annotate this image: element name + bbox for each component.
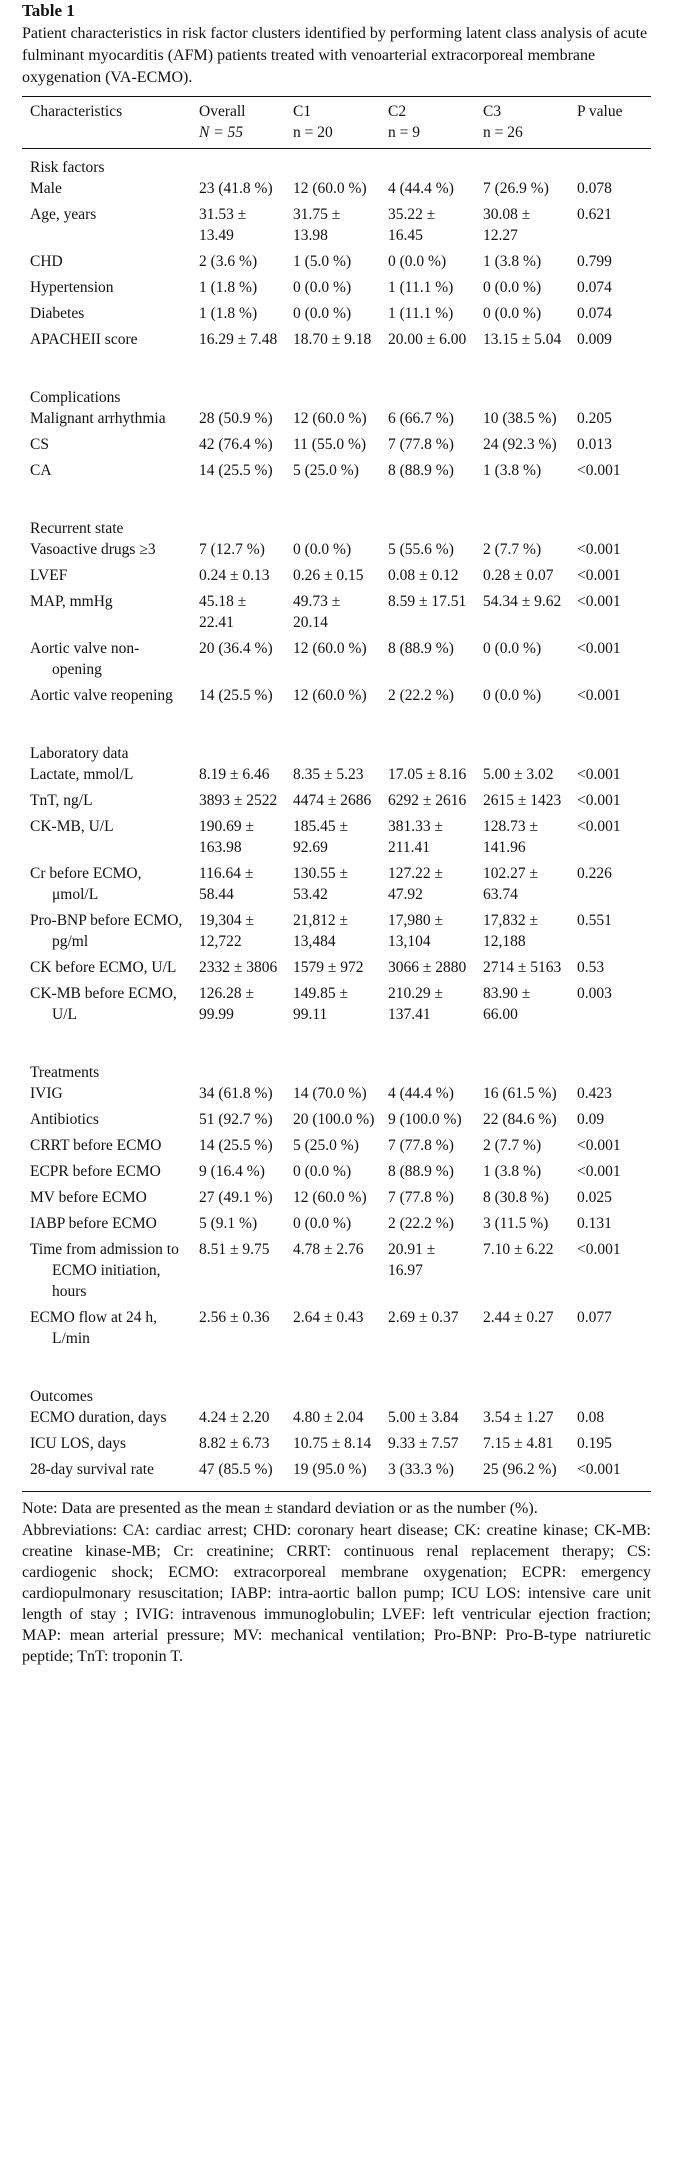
header-p-value: P value bbox=[577, 103, 623, 120]
cell-c2: 210.29 ± 137.41 bbox=[388, 985, 444, 1023]
cell-c1: 4474 ± 2686 bbox=[293, 792, 372, 809]
table-row bbox=[22, 1239, 651, 1307]
section-title: Risk factors bbox=[30, 159, 105, 176]
cell-c2: 2.69 ± 0.37 bbox=[388, 1309, 459, 1326]
cell-p-value: 0.799 bbox=[577, 253, 612, 270]
cell-c1: 4.80 ± 2.04 bbox=[293, 1409, 364, 1426]
cell-overall: 4.24 ± 2.20 bbox=[199, 1409, 270, 1426]
cell-c2: 1 (11.1 %) bbox=[388, 279, 454, 296]
cell-c3: 54.34 ± 9.62 bbox=[483, 593, 562, 610]
bottom-rule bbox=[22, 1491, 651, 1492]
cell-overall: 42 (76.4 %) bbox=[199, 436, 273, 453]
cell-overall: 28 (50.9 %) bbox=[199, 410, 273, 427]
table-row bbox=[22, 1083, 651, 1109]
cell-c1: 11 (55.0 %) bbox=[293, 436, 367, 453]
cell-c3: 8 (30.8 %) bbox=[483, 1189, 549, 1206]
cell-p-value: <0.001 bbox=[577, 1461, 621, 1478]
spacer-cell bbox=[22, 711, 651, 729]
cell-c3: 0.28 ± 0.07 bbox=[483, 567, 554, 584]
row-label: Antibiotics bbox=[30, 1111, 99, 1128]
cell-c1: 0 (0.0 %) bbox=[293, 279, 352, 296]
cell-c1: 0 (0.0 %) bbox=[293, 305, 352, 322]
subheader-overall: N = 55 bbox=[199, 124, 244, 141]
cell-p-value: 0.009 bbox=[577, 331, 612, 348]
table-row bbox=[22, 1433, 651, 1459]
row-label: CHD bbox=[30, 253, 63, 270]
table-row bbox=[22, 329, 651, 355]
cell-c3: 22 (84.6 %) bbox=[483, 1111, 557, 1128]
cell-p-value: <0.001 bbox=[577, 541, 621, 558]
cell-c1: 19 (95.0 %) bbox=[293, 1461, 367, 1478]
cell-c1: 5 (25.0 %) bbox=[293, 1137, 359, 1154]
cell-overall: 8.82 ± 6.73 bbox=[199, 1435, 270, 1452]
cell-c2: 127.22 ± 47.92 bbox=[388, 865, 444, 903]
cell-p-value: <0.001 bbox=[577, 1137, 621, 1154]
section-spacer bbox=[22, 1030, 651, 1048]
row-label: ECMO flow at 24 h, L/min bbox=[30, 1309, 158, 1347]
cell-c3: 1 (3.8 %) bbox=[483, 1163, 542, 1180]
cell-overall: 19,304 ± 12,722 bbox=[199, 912, 255, 950]
cell-c1: 20 (100.0 %) bbox=[293, 1111, 375, 1128]
cell-overall: 5 (9.1 %) bbox=[199, 1215, 258, 1232]
cell-c1: 149.85 ± 99.11 bbox=[293, 985, 349, 1023]
cell-c3: 1 (3.8 %) bbox=[483, 462, 542, 479]
table-row bbox=[22, 863, 651, 910]
row-label: TnT, ng/L bbox=[30, 792, 93, 809]
cell-c3: 0 (0.0 %) bbox=[483, 279, 542, 296]
cell-p-value: <0.001 bbox=[577, 1163, 621, 1180]
table-row bbox=[22, 434, 651, 460]
cell-c1: 0 (0.0 %) bbox=[293, 1215, 352, 1232]
cell-p-value: <0.001 bbox=[577, 687, 621, 704]
cell-c2: 4 (44.4 %) bbox=[388, 180, 454, 197]
cell-c1: 0 (0.0 %) bbox=[293, 541, 352, 558]
cell-c1: 12 (60.0 %) bbox=[293, 410, 367, 427]
cell-c2: 6292 ± 2616 bbox=[388, 792, 467, 809]
cell-p-value: 0.074 bbox=[577, 279, 612, 296]
cell-c1: 0 (0.0 %) bbox=[293, 1163, 352, 1180]
cell-c1: 14 (70.0 %) bbox=[293, 1085, 367, 1102]
section-title: Laboratory data bbox=[30, 745, 129, 762]
table-body bbox=[22, 149, 651, 1485]
cell-c2: 0.08 ± 0.12 bbox=[388, 567, 459, 584]
cell-p-value: 0.078 bbox=[577, 180, 612, 197]
row-label: Age, years bbox=[30, 206, 97, 223]
cell-overall: 190.69 ± 163.98 bbox=[199, 818, 255, 856]
cell-overall: 8.51 ± 9.75 bbox=[199, 1241, 270, 1258]
cell-c3: 2714 ± 5163 bbox=[483, 959, 562, 976]
cell-overall: 9 (16.4 %) bbox=[199, 1163, 265, 1180]
cell-c3: 2615 ± 1423 bbox=[483, 792, 562, 809]
table-row bbox=[22, 251, 651, 277]
cell-c2: 1 (11.1 %) bbox=[388, 305, 454, 322]
cell-c2: 6 (66.7 %) bbox=[388, 410, 454, 427]
cell-p-value: <0.001 bbox=[577, 593, 621, 610]
spacer-cell bbox=[22, 355, 651, 373]
row-label: Aortic valve reopening bbox=[30, 687, 173, 704]
section-header-row bbox=[22, 149, 651, 178]
table-row bbox=[22, 204, 651, 251]
cell-c2: 3 (33.3 %) bbox=[388, 1461, 454, 1478]
cell-c3: 83.90 ± 66.00 bbox=[483, 985, 531, 1023]
cell-overall: 1 (1.8 %) bbox=[199, 279, 258, 296]
table-row bbox=[22, 178, 651, 204]
cell-p-value: 0.09 bbox=[577, 1111, 605, 1128]
row-label: Male bbox=[30, 180, 62, 197]
cell-c2: 4 (44.4 %) bbox=[388, 1085, 454, 1102]
section-header-row bbox=[22, 1048, 651, 1083]
row-label: Vasoactive drugs ≥3 bbox=[30, 541, 156, 558]
cell-c3: 1 (3.8 %) bbox=[483, 253, 542, 270]
cell-c2: 9 (100.0 %) bbox=[388, 1111, 462, 1128]
cell-c1: 2.64 ± 0.43 bbox=[293, 1309, 364, 1326]
cell-c1: 12 (60.0 %) bbox=[293, 180, 367, 197]
cell-p-value: 0.205 bbox=[577, 410, 612, 427]
cell-c1: 1 (5.0 %) bbox=[293, 253, 352, 270]
cell-c3: 0 (0.0 %) bbox=[483, 687, 542, 704]
section-header-row bbox=[22, 504, 651, 539]
row-label: CA bbox=[30, 462, 52, 479]
row-label: Cr before ECMO, μmol/L bbox=[30, 865, 142, 903]
cell-c3: 7.15 ± 4.81 bbox=[483, 1435, 554, 1452]
cell-c2: 5 (55.6 %) bbox=[388, 541, 454, 558]
header-row bbox=[22, 97, 651, 122]
cell-p-value: 0.013 bbox=[577, 436, 612, 453]
row-label: ECPR before ECMO bbox=[30, 1163, 161, 1180]
row-label: Time from admission to ECMO initiation, hours bbox=[30, 1241, 179, 1300]
row-label: Hypertension bbox=[30, 279, 114, 296]
cell-overall: 47 (85.5 %) bbox=[199, 1461, 273, 1478]
cell-p-value: 0.423 bbox=[577, 1085, 612, 1102]
spacer-cell bbox=[22, 486, 651, 504]
cell-c3: 2 (7.7 %) bbox=[483, 1137, 542, 1154]
table-row bbox=[22, 638, 651, 685]
table-row bbox=[22, 591, 651, 638]
subheader-c2: n = 9 bbox=[388, 124, 420, 141]
cell-c3: 10 (38.5 %) bbox=[483, 410, 557, 427]
cell-p-value: <0.001 bbox=[577, 1241, 621, 1258]
cell-overall: 126.28 ± 99.99 bbox=[199, 985, 255, 1023]
cell-c3: 16 (61.5 %) bbox=[483, 1085, 557, 1102]
cell-c2: 8 (88.9 %) bbox=[388, 640, 454, 657]
section-spacer bbox=[22, 486, 651, 504]
cell-c1: 12 (60.0 %) bbox=[293, 1189, 367, 1206]
cell-c2: 17,980 ± 13,104 bbox=[388, 912, 444, 950]
cell-p-value: 0.551 bbox=[577, 912, 612, 929]
cell-c2: 7 (77.8 %) bbox=[388, 1137, 454, 1154]
subheader-p-value bbox=[569, 122, 651, 148]
section-spacer bbox=[22, 355, 651, 373]
cell-c1: 1579 ± 972 bbox=[293, 959, 364, 976]
table-abbreviations: Abbreviations: CA: cardiac arrest; CHD: coronary heart disease; CK: creatine kinase; CK-MB: creatine kinase-MB; Cr: creatinine; CRRT: continuous renal replacement therapy; CS: cardiogenic shock; ECMO: extracorporeal membrane oxygenation; ECPR: emergency cardiopulmonary resuscitation; IABP: intra-aortic ballon pump; ICU LOS: intensive care unit length of stay ; IVIG: intravenous immunoglobulin; LVEF: left ventricular ejection fraction; MAP: mean arterial pressure; MV: mechanical ventilation; Pro-BNP: Pro-B-type natriuretic peptide; TnT: troponin T. bbox=[22, 1522, 651, 1665]
row-label: MV before ECMO bbox=[30, 1189, 147, 1206]
cell-p-value: <0.001 bbox=[577, 818, 621, 835]
cell-p-value: 0.08 bbox=[577, 1409, 605, 1426]
cell-c3: 0 (0.0 %) bbox=[483, 305, 542, 322]
cell-c1: 18.70 ± 9.18 bbox=[293, 331, 372, 348]
cell-overall: 23 (41.8 %) bbox=[199, 180, 273, 197]
cell-c3: 30.08 ± 12.27 bbox=[483, 206, 531, 244]
header-characteristics: Characteristics bbox=[30, 103, 123, 120]
cell-p-value: <0.001 bbox=[577, 567, 621, 584]
cell-c1: 5 (25.0 %) bbox=[293, 462, 359, 479]
cell-c1: 0.26 ± 0.15 bbox=[293, 567, 364, 584]
spacer-cell bbox=[22, 1354, 651, 1372]
table-row bbox=[22, 1109, 651, 1135]
cell-overall: 20 (36.4 %) bbox=[199, 640, 273, 657]
cell-p-value: 0.53 bbox=[577, 959, 605, 976]
characteristics-table bbox=[22, 97, 651, 1485]
row-label: Aortic valve non-opening bbox=[30, 640, 140, 678]
cell-p-value: 0.074 bbox=[577, 305, 612, 322]
table-row bbox=[22, 1213, 651, 1239]
cell-c2: 35.22 ± 16.45 bbox=[388, 206, 436, 244]
cell-overall: 2332 ± 3806 bbox=[199, 959, 278, 976]
cell-c1: 4.78 ± 2.76 bbox=[293, 1241, 364, 1258]
cell-c1: 49.73 ± 20.14 bbox=[293, 593, 341, 631]
table-row bbox=[22, 910, 651, 957]
table-row bbox=[22, 1307, 651, 1354]
cell-p-value: 0.226 bbox=[577, 865, 612, 882]
cell-c2: 20.91 ± 16.97 bbox=[388, 1241, 436, 1279]
cell-overall: 0.24 ± 0.13 bbox=[199, 567, 270, 584]
cell-c3: 17,832 ± 12,188 bbox=[483, 912, 539, 950]
table-row bbox=[22, 1407, 651, 1433]
cell-c3: 3 (11.5 %) bbox=[483, 1215, 549, 1232]
row-label: APACHEII score bbox=[30, 331, 138, 348]
cell-overall: 34 (61.8 %) bbox=[199, 1085, 273, 1102]
cell-c3: 3.54 ± 1.27 bbox=[483, 1409, 554, 1426]
cell-c2: 3066 ± 2880 bbox=[388, 959, 467, 976]
row-label: CRRT before ECMO bbox=[30, 1137, 162, 1154]
table-row bbox=[22, 303, 651, 329]
cell-overall: 3893 ± 2522 bbox=[199, 792, 278, 809]
header-overall: Overall bbox=[199, 103, 246, 120]
cell-c3: 7.10 ± 6.22 bbox=[483, 1241, 554, 1258]
row-label: LVEF bbox=[30, 567, 68, 584]
row-label: Lactate, mmol/L bbox=[30, 766, 134, 783]
cell-c1: 130.55 ± 53.42 bbox=[293, 865, 349, 903]
subheader-c3: n = 26 bbox=[483, 124, 523, 141]
row-label: ECMO duration, days bbox=[30, 1409, 167, 1426]
header-c1: C1 bbox=[293, 103, 312, 120]
cell-c1: 12 (60.0 %) bbox=[293, 687, 367, 704]
cell-c3: 7 (26.9 %) bbox=[483, 180, 549, 197]
row-label: Malignant arrhythmia bbox=[30, 410, 166, 427]
row-label: CK-MB before ECMO, U/L bbox=[30, 985, 177, 1023]
cell-c1: 31.75 ± 13.98 bbox=[293, 206, 341, 244]
cell-overall: 7 (12.7 %) bbox=[199, 541, 265, 558]
table-row bbox=[22, 816, 651, 863]
row-label: Diabetes bbox=[30, 305, 85, 322]
table-row bbox=[22, 565, 651, 591]
cell-c2: 8 (88.9 %) bbox=[388, 1163, 454, 1180]
table-row bbox=[22, 983, 651, 1030]
cell-c3: 24 (92.3 %) bbox=[483, 436, 557, 453]
cell-c2: 5.00 ± 3.84 bbox=[388, 1409, 459, 1426]
row-label: MAP, mmHg bbox=[30, 593, 113, 610]
cell-overall: 8.19 ± 6.46 bbox=[199, 766, 270, 783]
cell-c2: 7 (77.8 %) bbox=[388, 1189, 454, 1206]
subheader-characteristics bbox=[22, 122, 191, 148]
cell-p-value: 0.621 bbox=[577, 206, 612, 223]
row-label: Pro-BNP before ECMO, pg/ml bbox=[30, 912, 183, 950]
cell-c2: 17.05 ± 8.16 bbox=[388, 766, 467, 783]
table-row bbox=[22, 1187, 651, 1213]
section-title: Complications bbox=[30, 389, 121, 406]
cell-c3: 25 (96.2 %) bbox=[483, 1461, 557, 1478]
cell-p-value: <0.001 bbox=[577, 640, 621, 657]
cell-c3: 2.44 ± 0.27 bbox=[483, 1309, 554, 1326]
cell-overall: 16.29 ± 7.48 bbox=[199, 331, 278, 348]
cell-p-value: 0.025 bbox=[577, 1189, 612, 1206]
header-c3: C3 bbox=[483, 103, 502, 120]
cell-c2: 20.00 ± 6.00 bbox=[388, 331, 467, 348]
section-title: Outcomes bbox=[30, 1388, 93, 1405]
row-label: IABP before ECMO bbox=[30, 1215, 157, 1232]
section-spacer bbox=[22, 1354, 651, 1372]
cell-p-value: 0.003 bbox=[577, 985, 612, 1002]
cell-c2: 381.33 ± 211.41 bbox=[388, 818, 444, 856]
cell-c2: 2 (22.2 %) bbox=[388, 687, 454, 704]
table-row bbox=[22, 957, 651, 983]
cell-overall: 2.56 ± 0.36 bbox=[199, 1309, 270, 1326]
cell-c1: 21,812 ± 13,484 bbox=[293, 912, 349, 950]
subheader-c1: n = 20 bbox=[293, 124, 333, 141]
cell-overall: 14 (25.5 %) bbox=[199, 687, 273, 704]
cell-p-value: <0.001 bbox=[577, 462, 621, 479]
table-row bbox=[22, 460, 651, 486]
row-label: CK before ECMO, U/L bbox=[30, 959, 177, 976]
cell-overall: 14 (25.5 %) bbox=[199, 1137, 273, 1154]
table-row bbox=[22, 1459, 651, 1485]
cell-overall: 14 (25.5 %) bbox=[199, 462, 273, 479]
cell-c3: 0 (0.0 %) bbox=[483, 640, 542, 657]
cell-p-value: <0.001 bbox=[577, 792, 621, 809]
header-c2: C2 bbox=[388, 103, 407, 120]
cell-overall: 31.53 ± 13.49 bbox=[199, 206, 247, 244]
cell-c3: 13.15 ± 5.04 bbox=[483, 331, 562, 348]
cell-overall: 1 (1.8 %) bbox=[199, 305, 258, 322]
section-spacer bbox=[22, 711, 651, 729]
cell-c1: 8.35 ± 5.23 bbox=[293, 766, 364, 783]
cell-c2: 8.59 ± 17.51 bbox=[388, 593, 467, 610]
table-row bbox=[22, 790, 651, 816]
section-title: Recurrent state bbox=[30, 520, 124, 537]
spacer-cell bbox=[22, 1030, 651, 1048]
cell-c1: 12 (60.0 %) bbox=[293, 640, 367, 657]
row-label: 28-day survival rate bbox=[30, 1461, 154, 1478]
cell-c2: 2 (22.2 %) bbox=[388, 1215, 454, 1232]
cell-c3: 5.00 ± 3.02 bbox=[483, 766, 554, 783]
row-label: CK-MB, U/L bbox=[30, 818, 114, 835]
subheader-row bbox=[22, 122, 651, 148]
table-row bbox=[22, 764, 651, 790]
cell-c3: 102.27 ± 63.74 bbox=[483, 865, 539, 903]
cell-c2: 8 (88.9 %) bbox=[388, 462, 454, 479]
cell-overall: 45.18 ± 22.41 bbox=[199, 593, 247, 631]
table-row bbox=[22, 277, 651, 303]
cell-p-value: <0.001 bbox=[577, 766, 621, 783]
row-label: ICU LOS, days bbox=[30, 1435, 127, 1452]
table-caption: Patient characteristics in risk factor clusters identified by performing latent class analysis of acute fulminant myocarditis (AFM) patients treated with venoarterial extracorporeal membrane oxygenation (VA-ECMO). bbox=[22, 25, 648, 86]
table-row bbox=[22, 1135, 651, 1161]
row-label: IVIG bbox=[30, 1085, 63, 1102]
cell-overall: 116.64 ± 58.44 bbox=[199, 865, 254, 903]
table-label: Table 1 bbox=[22, 1, 75, 20]
cell-c2: 9.33 ± 7.57 bbox=[388, 1435, 459, 1452]
cell-c1: 185.45 ± 92.69 bbox=[293, 818, 349, 856]
cell-c3: 128.73 ± 141.96 bbox=[483, 818, 539, 856]
cell-p-value: 0.077 bbox=[577, 1309, 612, 1326]
section-header-row bbox=[22, 1372, 651, 1407]
section-title: Treatments bbox=[30, 1064, 100, 1081]
cell-c3: 2 (7.7 %) bbox=[483, 541, 542, 558]
table-row bbox=[22, 1161, 651, 1187]
table-row bbox=[22, 539, 651, 565]
table-note: Note: Data are presented as the mean ± standard deviation or as the number (%). bbox=[22, 1500, 538, 1517]
cell-c1: 10.75 ± 8.14 bbox=[293, 1435, 372, 1452]
cell-overall: 51 (92.7 %) bbox=[199, 1111, 273, 1128]
table-notes bbox=[22, 1498, 651, 1667]
row-label: CS bbox=[30, 436, 49, 453]
table-row bbox=[22, 685, 651, 711]
cell-overall: 2 (3.6 %) bbox=[199, 253, 258, 270]
section-header-row bbox=[22, 729, 651, 764]
section-header-row bbox=[22, 373, 651, 408]
cell-overall: 27 (49.1 %) bbox=[199, 1189, 273, 1206]
cell-c2: 0 (0.0 %) bbox=[388, 253, 447, 270]
table-row bbox=[22, 408, 651, 434]
cell-p-value: 0.131 bbox=[577, 1215, 612, 1232]
cell-c2: 7 (77.8 %) bbox=[388, 436, 454, 453]
cell-p-value: 0.195 bbox=[577, 1435, 612, 1452]
